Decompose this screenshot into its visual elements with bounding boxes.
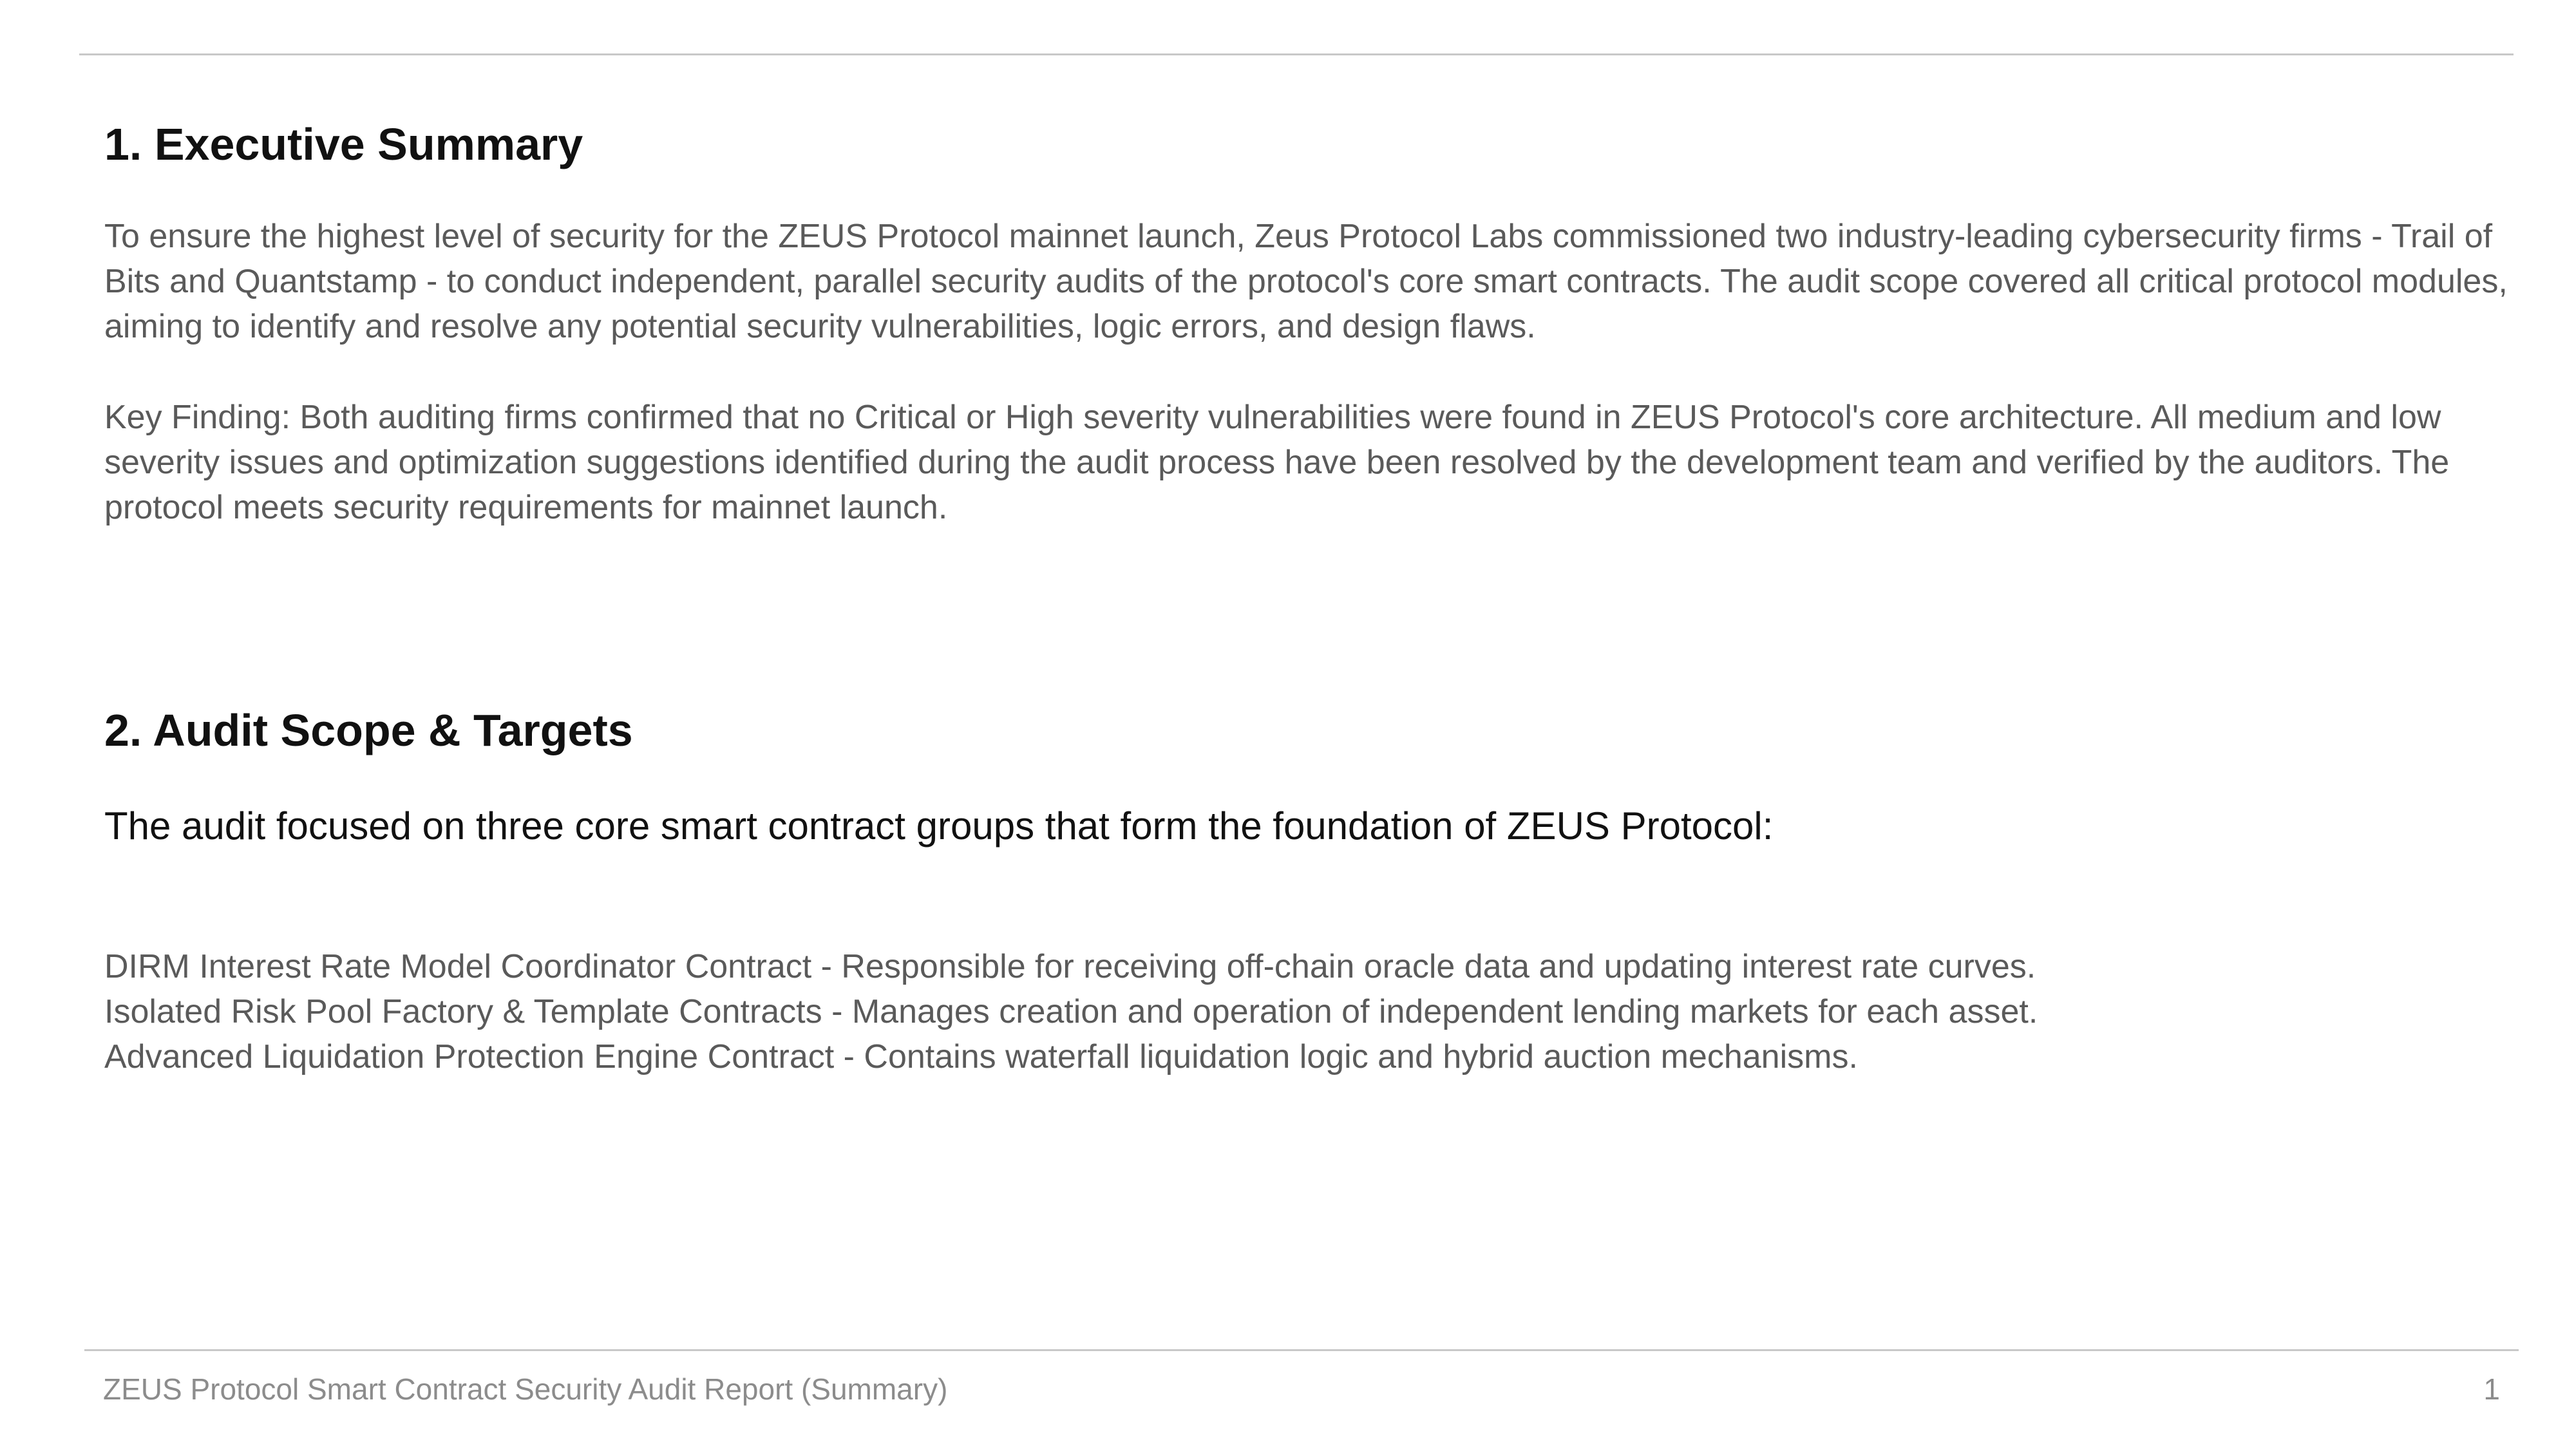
executive-summary-paragraph: To ensure the highest level of security for the ZEUS Protocol mainnet launch, Zeus Protocol Labs commissioned two industry-leading cybersecurity firms - Trail of Bits and Quantstamp - to conduct independent, parallel security audits of the protocol's core smart contracts. The audit scope covered all critical protocol modules, aiming to identify and resolve any potential security vulnerabilities, logic errors, and design flaws. [104, 218, 2508, 345]
footer-divider [84, 1349, 2519, 1351]
scope-list [104, 944, 2038, 1079]
executive-summary-heading: 1. Executive Summary [104, 119, 583, 169]
footer-title: ZEUS Protocol Smart Contract Security Audit Report (Summary) [103, 1372, 948, 1406]
scope-item-risk-pool: Isolated Risk Pool Factory & Template Contracts - Manages creation and operation of independent lending markets for each asset. [104, 993, 2038, 1030]
page-number: 1 [2483, 1372, 2500, 1406]
scope-item-dirm: DIRM Interest Rate Model Coordinator Contract - Responsible for receiving off-chain oracle data and updating interest rate curves. [104, 948, 2036, 985]
audit-scope-lead: The audit focused on three core smart contract groups that form the foundation of ZEUS Protocol: [104, 804, 1774, 848]
audit-scope-heading: 2. Audit Scope & Targets [104, 705, 633, 755]
scope-item-liquidation-engine: Advanced Liquidation Protection Engine Contract - Contains waterfall liquidation logic and hybrid auction mechanisms. [104, 1038, 1858, 1075]
key-finding-paragraph: Key Finding: Both auditing firms confirmed that no Critical or High severity vulnerabilities were found in ZEUS Protocol's core architecture. All medium and low severity issues and optimization suggestions identified during the audit process have been resolved by the development team and verified by the auditors. The protocol meets security requirements for mainnet launch. [104, 399, 2450, 526]
header-divider [79, 53, 2514, 55]
